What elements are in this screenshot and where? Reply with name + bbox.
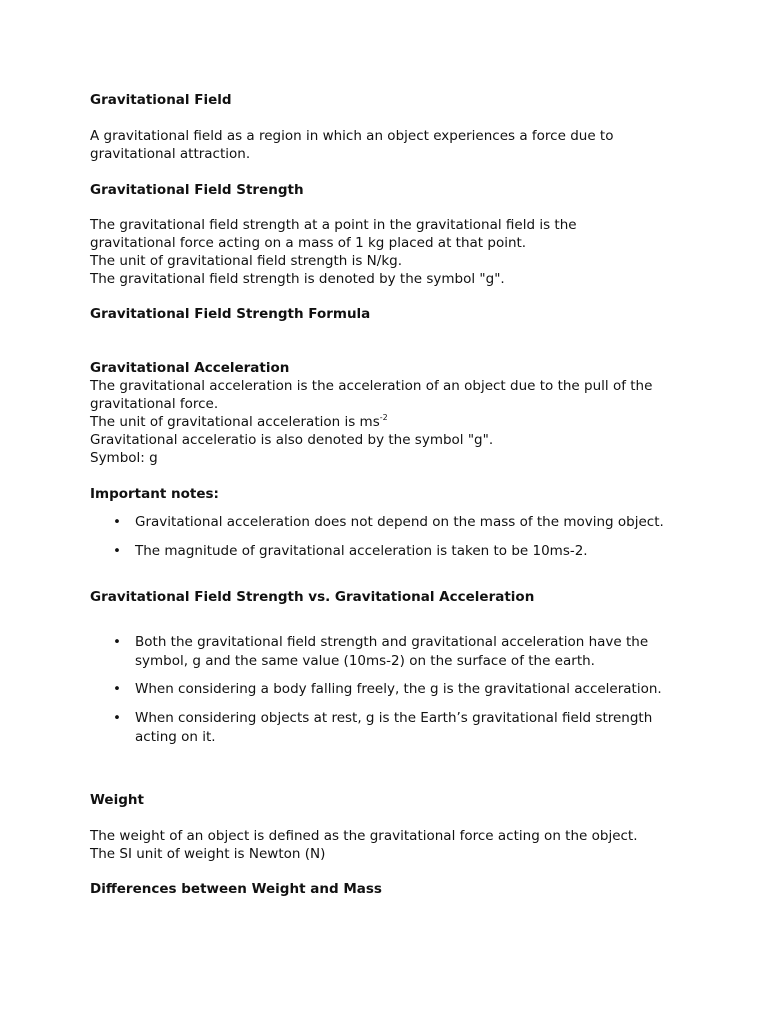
bullet-icon: • xyxy=(113,514,121,530)
list-item: Gravitational acceleration does not depend on the mass of the moving object. xyxy=(135,514,664,530)
bullet-icon: • xyxy=(113,710,121,726)
list-item-continuation: symbol, g and the same value (10ms-2) on the surface of the earth. xyxy=(135,653,595,669)
list-item: Both the gravitational field strength and gravitational acceleration have the xyxy=(135,634,649,650)
paragraph-line: The unit of gravitational field strength is N/kg. xyxy=(90,253,402,269)
paragraph-line: The SI unit of weight is Newton (N) xyxy=(90,846,326,862)
paragraph-line: gravitational force. xyxy=(90,396,219,412)
paragraph-line-unit xyxy=(90,413,388,431)
paragraph-line: A gravitational field as a region in which an object experiences a force due to xyxy=(90,128,614,144)
paragraph-line: The gravitational acceleration is the acceleration of an object due to the pull of the xyxy=(90,378,653,394)
heading-weight: Weight xyxy=(90,792,144,808)
paragraph-line: Symbol: g xyxy=(90,450,158,466)
list-item: When considering objects at rest, g is the Earth’s gravitational field strength xyxy=(135,710,653,726)
bullet-icon: • xyxy=(113,543,121,559)
heading-gravitational-field: Gravitational Field xyxy=(90,92,232,108)
unit-text: The unit of gravitational acceleration is ms xyxy=(90,414,380,430)
paragraph-line: Gravitational acceleratio is also denoted by the symbol "g". xyxy=(90,432,494,448)
heading-differences-weight-mass: Differences between Weight and Mass xyxy=(90,881,382,897)
heading-strength-vs-acceleration: Gravitational Field Strength vs. Gravitational Acceleration xyxy=(90,589,535,605)
list-item-continuation: acting on it. xyxy=(135,729,216,745)
paragraph-line: gravitational attraction. xyxy=(90,146,251,162)
bullet-icon: • xyxy=(113,681,121,697)
heading-field-strength-formula: Gravitational Field Strength Formula xyxy=(90,306,371,322)
paragraph-line: The gravitational field strength at a point in the gravitational field is the xyxy=(90,217,577,233)
heading-gravitational-acceleration: Gravitational Acceleration xyxy=(90,360,290,376)
unit-exponent: -2 xyxy=(379,413,388,422)
bullet-icon: • xyxy=(113,634,121,650)
paragraph-line: The weight of an object is defined as the gravitational force acting on the object. xyxy=(90,828,638,844)
paragraph-line: gravitational force acting on a mass of 1 kg placed at that point. xyxy=(90,235,527,251)
heading-field-strength: Gravitational Field Strength xyxy=(90,182,304,198)
list-item: When considering a body falling freely, the g is the gravitational acceleration. xyxy=(135,681,662,697)
heading-important-notes: Important notes: xyxy=(90,486,219,502)
paragraph-line: The gravitational field strength is denoted by the symbol "g". xyxy=(90,271,505,287)
list-item: The magnitude of gravitational acceleration is taken to be 10ms-2. xyxy=(135,543,588,559)
